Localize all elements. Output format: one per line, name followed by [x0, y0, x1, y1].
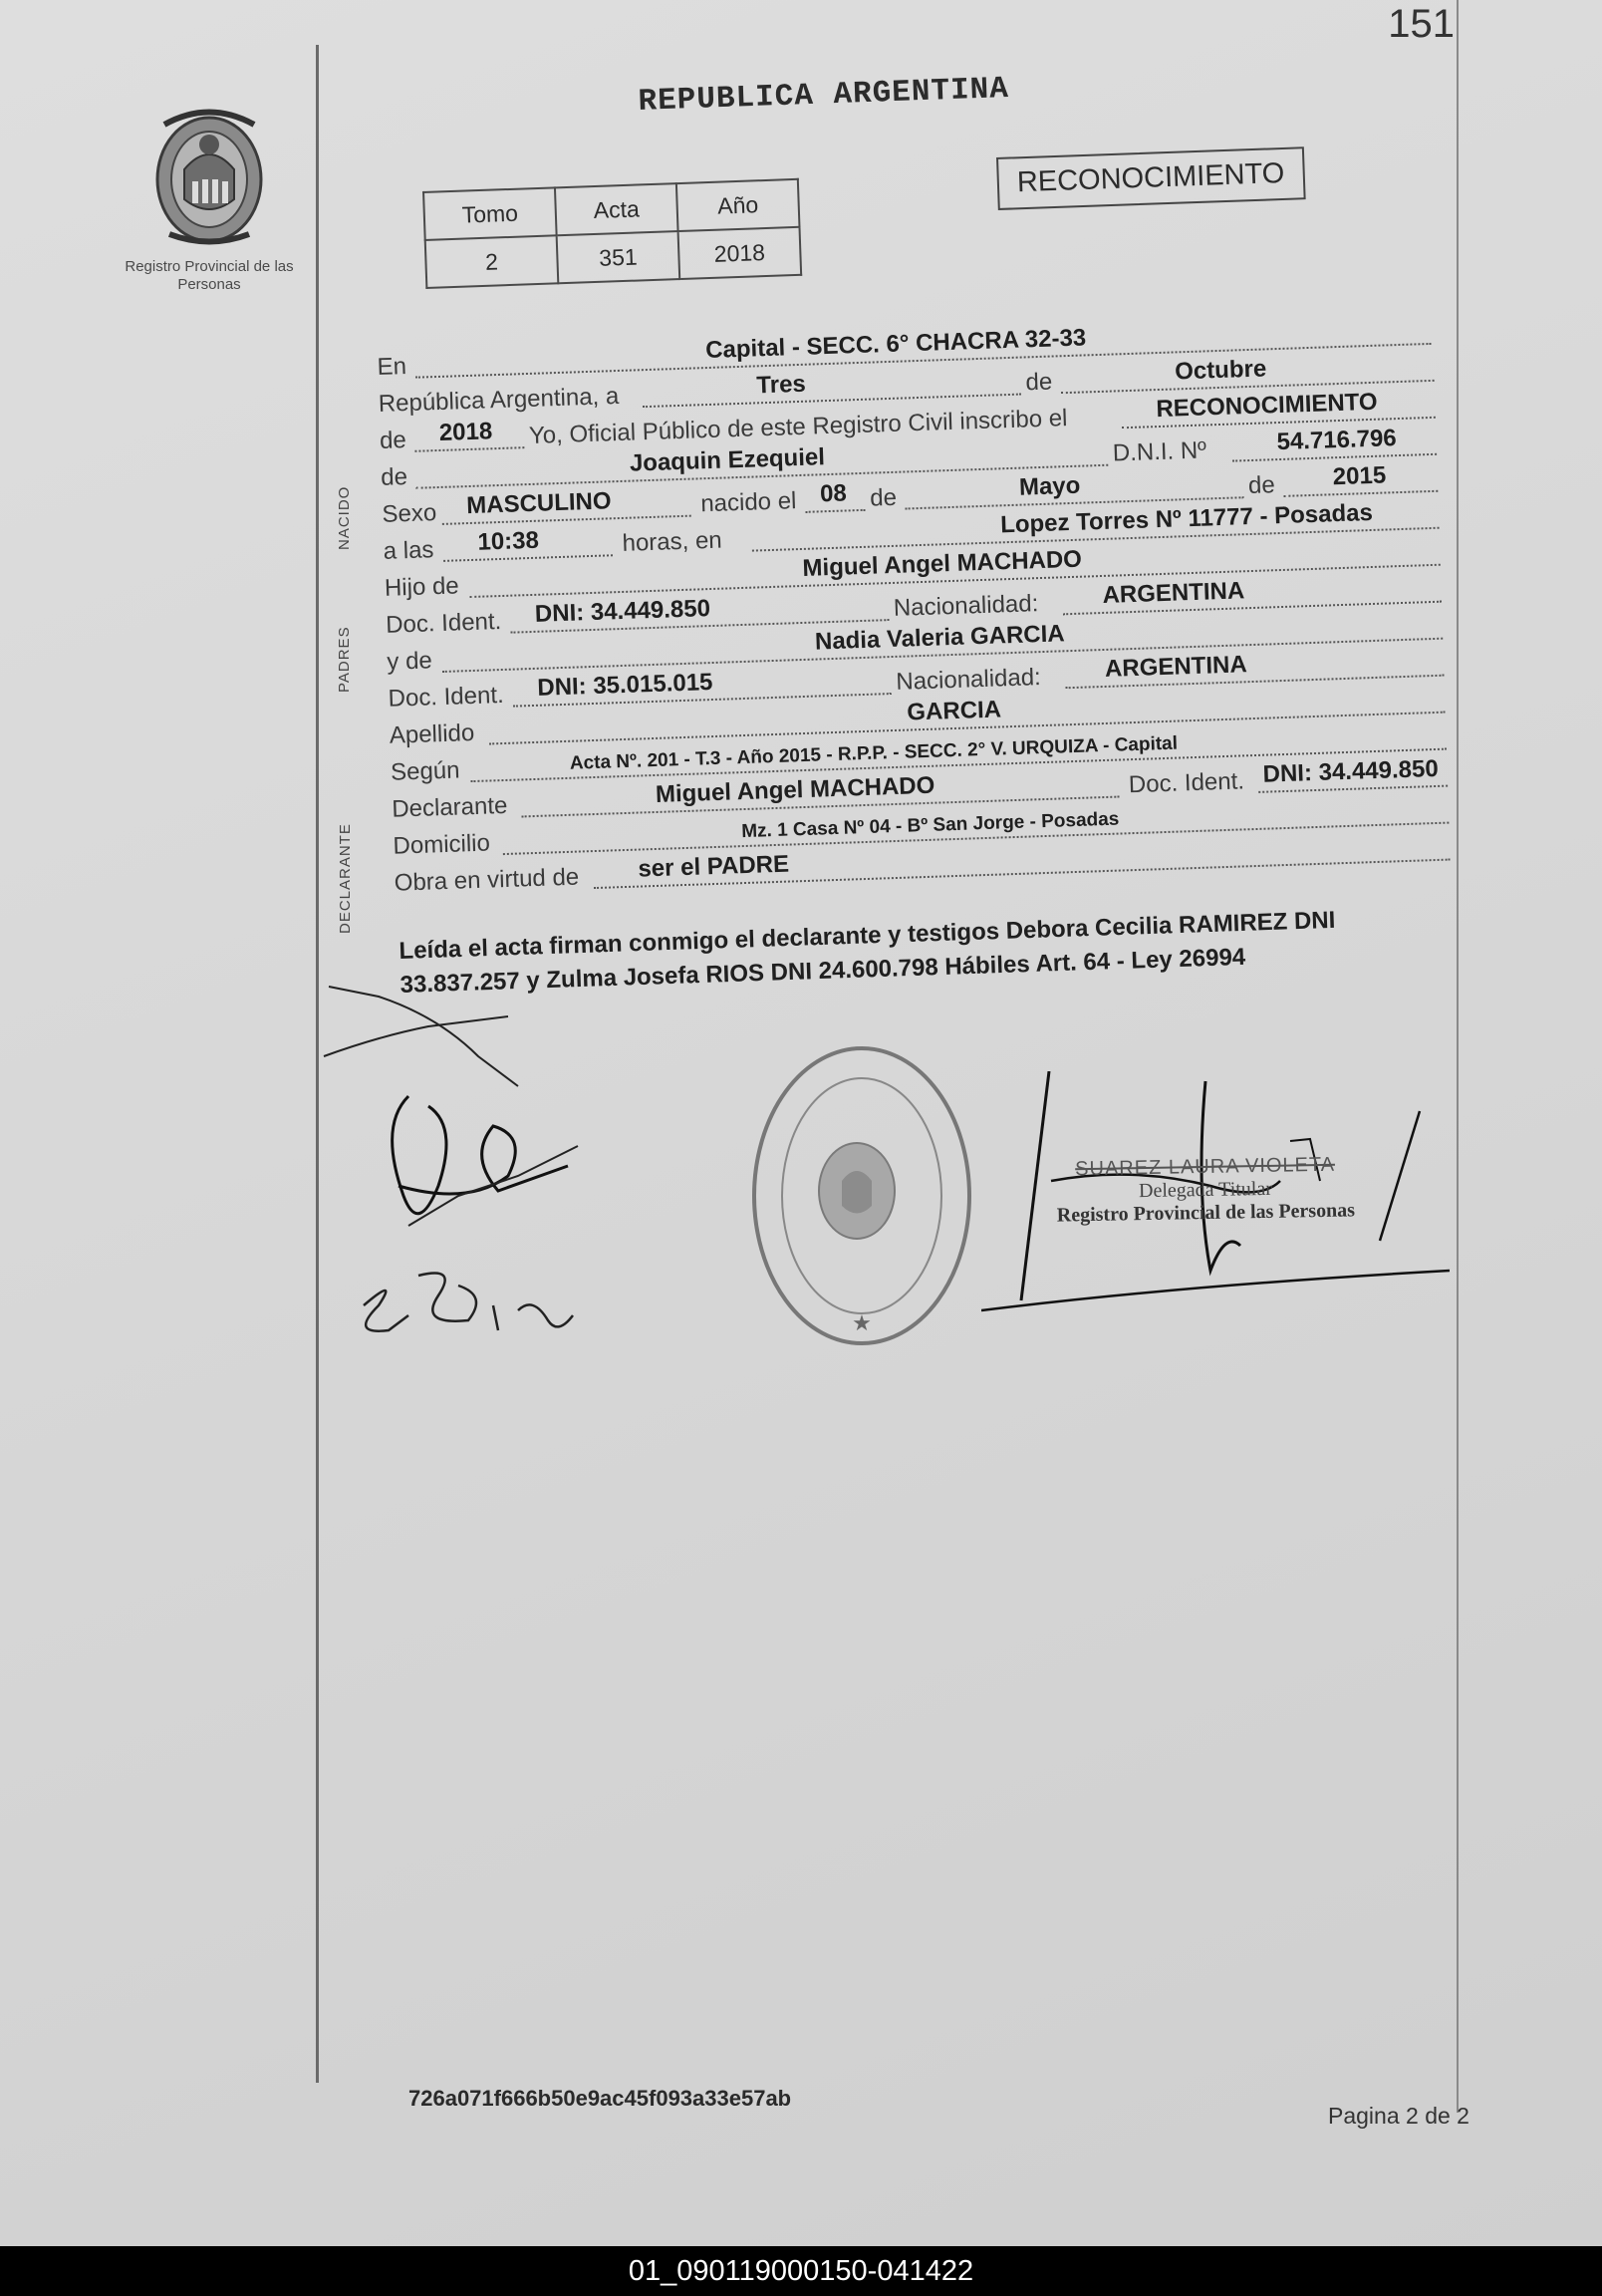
label-segun: Según [390, 756, 460, 786]
value-birth-year: 2015 [1332, 461, 1387, 491]
label-dni: D.N.I. Nº [1112, 436, 1207, 467]
label-a-las: a las [383, 536, 434, 565]
label-domicilio: Domicilio [393, 829, 491, 860]
value-acta: 351 [557, 231, 680, 283]
document-hash: 726a071f666b50e9ac45f093a33e57ab [408, 2086, 792, 2111]
value-mother-name: Nadia Valeria GARCIA [814, 620, 1066, 656]
value-anio: 2018 [678, 227, 802, 279]
scan-footer-id: 01_090119000150-041422 [0, 2246, 1602, 2296]
label-hijo-de: Hijo de [384, 572, 460, 602]
label-de-person: de [380, 463, 408, 491]
value-tomo: 2 [425, 235, 559, 288]
label-doc-ident-2: Doc. Ident. [388, 681, 505, 713]
closing-statement: Leída el acta firman conmigo el declarante y testigos Debora Cecilia RAMIREZ DNI 33.837.257 y Zulma Josefa RIOS DNI 24.600.798 Hábiles Art. 64 - Ley 26994 [399, 906, 1336, 999]
label-apellido: Apellido [389, 718, 475, 749]
label-doc-ident: Doc. Ident. [385, 608, 502, 639]
label-inscribo: Yo, Oficial Público de este Registro Civil inscribo el [528, 405, 1068, 449]
record-type-box: RECONOCIMIENTO [996, 146, 1305, 210]
coat-of-arms-logo [120, 100, 299, 294]
label-de-birth-year: de [1247, 471, 1276, 500]
value-birth-time: 10:38 [477, 526, 540, 556]
value-father-nationality: ARGENTINA [1102, 577, 1245, 609]
label-nacionalidad-2: Nacionalidad: [895, 664, 1042, 696]
value-location: Capital - SECC. 6° CHACRA 32-33 [704, 324, 1087, 365]
label-de-month: de [1025, 368, 1053, 397]
value-declarant-dni: DNI: 34.449.850 [1262, 754, 1440, 788]
value-declarant-name: Miguel Angel MACHADO [655, 771, 935, 808]
value-father-name: Miguel Angel MACHADO [802, 545, 1083, 582]
section-label-padres: PADRES [336, 626, 353, 693]
label-de-year: de [379, 427, 407, 454]
value-father-dni: DNI: 34.449.850 [534, 595, 711, 628]
value-person-name: Joaquin Ezequiel [629, 443, 826, 477]
label-de-birth-month: de [869, 483, 898, 512]
label-obra: Obra en virtud de [394, 863, 580, 897]
right-margin-line [1457, 0, 1459, 2113]
coat-of-arms-icon [144, 100, 274, 249]
official-seal [747, 1041, 976, 1350]
label-nacionalidad: Nacionalidad: [893, 590, 1039, 622]
value-mother-dni: DNI: 35.015.015 [536, 669, 713, 702]
official-institution: Registro Provincial de las Personas [1056, 1199, 1356, 1227]
record-number-table [422, 178, 802, 289]
official-signature-block [1040, 1153, 1370, 1228]
registration-form [377, 314, 1461, 902]
label-nacido: nacido el [699, 487, 797, 518]
official-role: Delegada Titular [1138, 1177, 1273, 1203]
official-name: SUAREZ LAURA VIOLETA [1075, 1153, 1336, 1181]
label-declarant-doc: Doc. Ident. [1128, 767, 1245, 799]
value-birth-day: 08 [819, 479, 848, 508]
value-month: Octubre [1174, 355, 1267, 386]
svg-text:★: ★ [852, 1310, 872, 1335]
value-surname: GARCIA [906, 696, 1002, 726]
witness-signatures [319, 977, 648, 1375]
section-label-nacido: NACIDO [336, 485, 353, 550]
logo-caption: Registro Provincial de las Personas [125, 258, 294, 293]
header-anio: Año [676, 179, 800, 231]
pagination: Pagina 2 de 2 [1328, 2103, 1469, 2129]
value-year: 2018 [438, 418, 493, 446]
value-address: Mz. 1 Casa Nº 04 - Bº San Jorge - Posadas [740, 808, 1120, 843]
value-reference-act: Acta Nº. 201 - T.3 - Año 2015 - R.P.P. - SECC. 2° V. URQUIZA - Capital [569, 732, 1179, 774]
value-act-type: RECONOCIMIENTO [1155, 388, 1378, 424]
label-sexo: Sexo [382, 499, 437, 528]
page-number: 151 [1388, 2, 1455, 46]
document-title: REPUBLICA ARGENTINA [638, 72, 1010, 120]
label-en: En [377, 353, 407, 381]
label-declarante: Declarante [391, 791, 508, 823]
section-label-declarante: DECLARANTE [337, 823, 354, 934]
value-sexo: MASCULINO [465, 487, 612, 520]
label-y-de: y de [386, 647, 433, 676]
value-person-dni: 54.716.796 [1276, 425, 1398, 456]
label-horas-en: horas, en [622, 526, 723, 557]
value-mother-nationality: ARGENTINA [1104, 651, 1248, 683]
label-republica: República Argentina, a [378, 382, 620, 418]
value-birth-month: Mayo [1018, 471, 1081, 501]
header-acta: Acta [555, 183, 678, 235]
header-tomo: Tomo [423, 187, 557, 240]
value-birth-place: Lopez Torres Nº 11777 - Posadas [999, 498, 1374, 539]
value-day: Tres [755, 370, 807, 400]
value-capacity: ser el PADRE [638, 850, 790, 883]
